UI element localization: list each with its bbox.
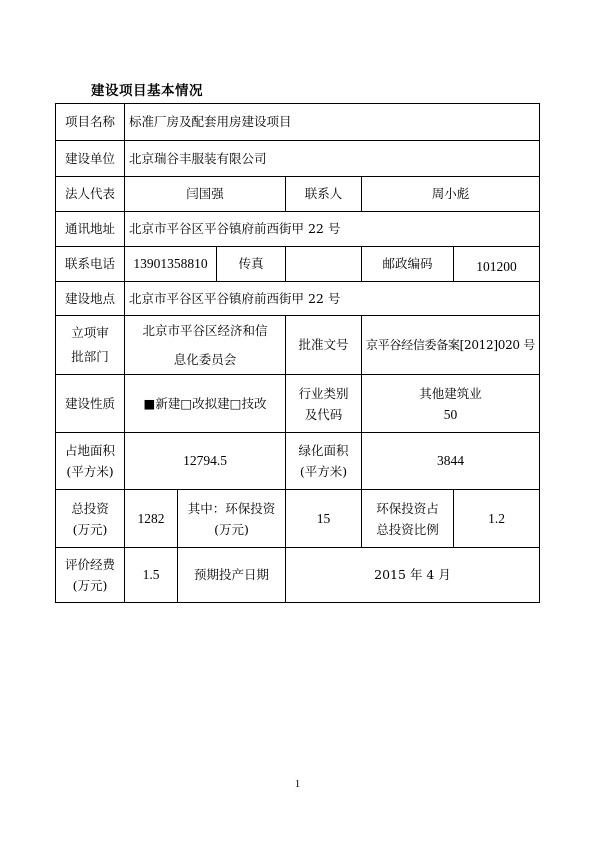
approval-dept-label: 立项审 批部门 [71,325,109,364]
legal-rep-value: 闫国强 [186,186,224,201]
project-name-value: 标准厂房及配套用房建设项目 [129,114,292,129]
production-date-label: 预期投产日期 [193,567,269,582]
total-investment-value: 1282 [137,510,165,526]
green-area-value: 3844 [437,453,464,468]
green-area-label: 绿化面积 (平方米) [298,443,349,479]
fax-value [286,247,361,281]
approval-doc-value: 京平谷经信委备案[2012]020 号 [366,338,535,352]
nature-label: 建设性质 [64,395,115,411]
project-name-label: 项目名称 [64,114,115,129]
env-investment-label: 其中：环保投资 (万元) [187,500,276,537]
production-date-value: 2015 年 4 月 [374,567,451,582]
legal-rep-label: 法人代表 [64,186,115,201]
project-info-table [55,103,540,603]
env-ratio-label: 环保投资占 总投资比例 [376,500,439,537]
section-title: 建设项目基本情况 [91,83,203,99]
evaluation-fee-value: 1.5 [142,567,160,582]
env-ratio-value: 1.2 [488,510,505,526]
total-investment-label: 总投资 (万元) [71,500,109,537]
postal-code-value: 101200 [476,259,517,274]
address-value: 北京市平谷区平谷镇府前西街甲 22 号 [129,221,341,236]
land-area-value: 12794.5 [183,453,227,468]
industry-label: 行业类别 及代码 [298,385,349,422]
env-investment-value: 15 [316,510,331,526]
contact-person-label: 联系人 [304,186,343,201]
location-value: 北京市平谷区平谷镇府前西街甲 22 号 [129,290,341,306]
nature-value: ■新建□改拟建□技改 [143,395,267,411]
builder-value: 北京瑞谷丰服装有限公司 [129,150,267,166]
approval-doc-label: 批准文号 [298,337,349,352]
builder-label: 建设单位 [64,150,115,166]
location-label: 建设地点 [64,290,115,306]
approval-dept-value: 北京市平谷区经济和信 息化委员会 [142,323,268,367]
postal-code-label: 邮政编码 [382,256,433,271]
phone-value: 13901358810 [133,256,208,271]
contact-person-value: 周小彪 [431,186,470,201]
fax-label: 传真 [238,256,264,271]
evaluation-fee-label: 评价经费 (万元) [64,557,115,593]
land-area-label: 占地面积 (平方米) [64,443,115,479]
address-label: 通讯地址 [64,221,115,236]
phone-label: 联系电话 [64,256,115,271]
page-number: 1 [294,778,301,790]
industry-value: 其他建筑业 50 [419,385,482,422]
